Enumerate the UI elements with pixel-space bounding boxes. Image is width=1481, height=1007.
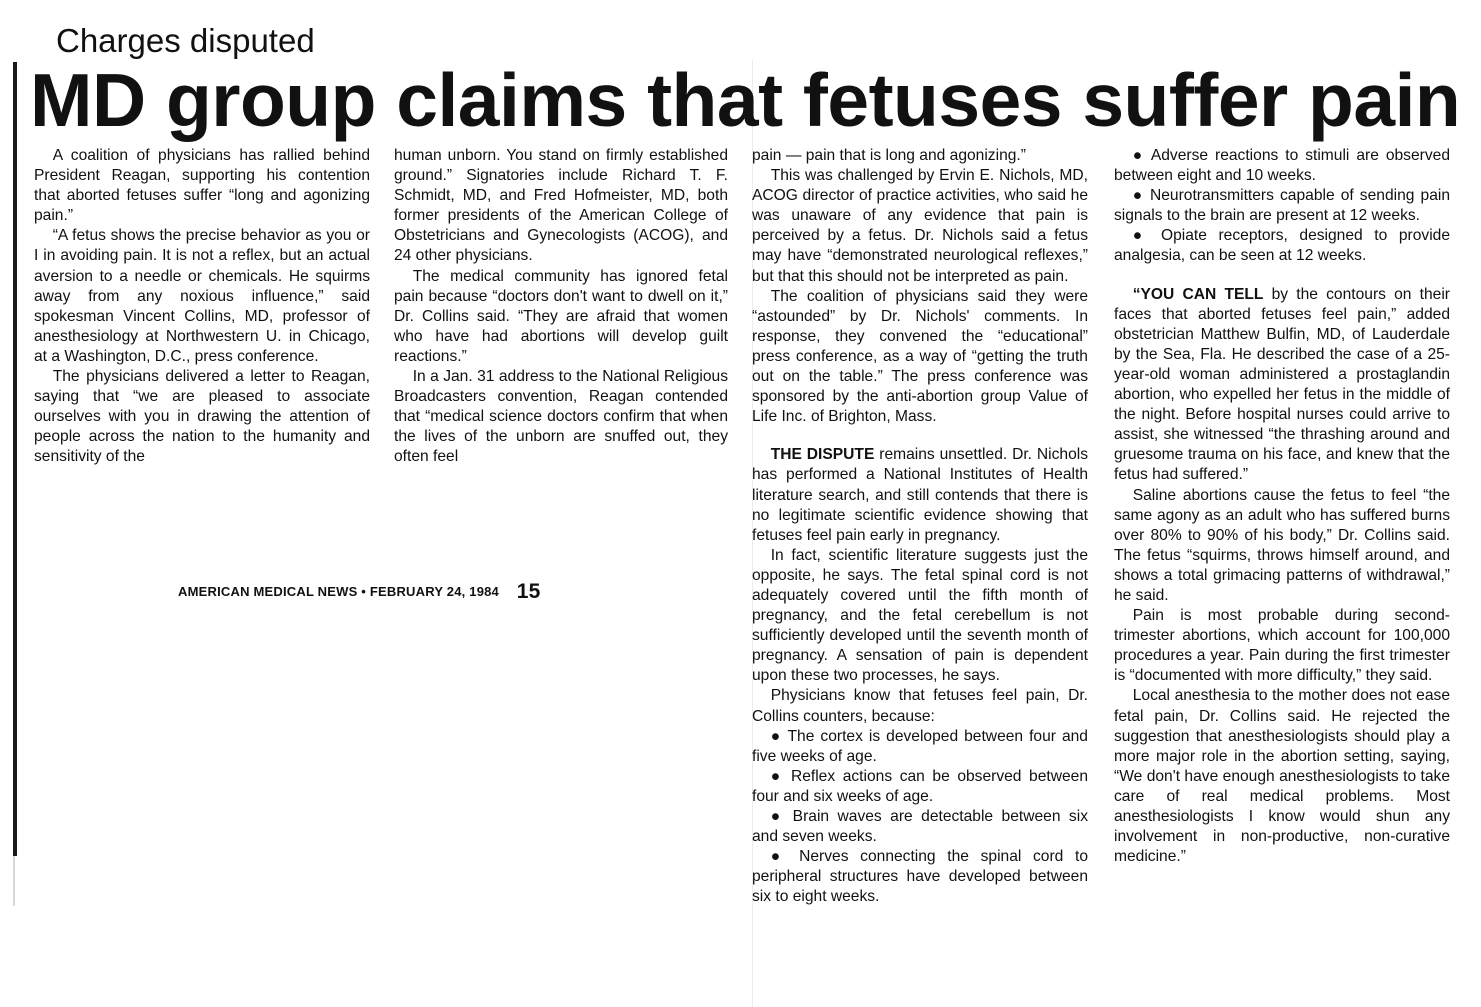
bullet-item	[752, 807, 1088, 847]
bullet-text: Neurotransmitters capable of sending pain signals to the brain are present at 12 weeks.	[1114, 187, 1450, 225]
bullet-icon: ●	[770, 767, 784, 785]
body-paragraph: pain — pain that is long and agonizing.”	[752, 147, 1026, 164]
bullet-icon: ●	[1132, 187, 1144, 205]
section-lead-in: THE DISPUTE	[770, 446, 875, 464]
article-column-4	[1114, 146, 1450, 867]
article-column-1	[34, 146, 370, 468]
bullet-text: The cortex is developed between four and five weeks of age.	[752, 727, 1088, 765]
bullet-icon: ●	[1132, 147, 1145, 164]
section-lead-text: remains unsettled. Dr. Nichols has performed a National Institutes of Health literature search, and still contends that there is no legitimate scientific evidence showing that fetuses feel pain early in pregnancy.	[752, 446, 1089, 544]
section-paragraph	[752, 445, 1088, 545]
page-number: 15	[516, 580, 541, 603]
bullet-text: Nerves connecting the spinal cord to peripheral structures have developed between six to eight weeks.	[752, 848, 1088, 906]
section-lead-text: by the contours on their faces that aborted fetuses feel pain,” added obstetrician Matthew Bulfin, MD, of Lauderdale by the Sea, Fla. He described the case of a 25-year-old woman administered a prostaglandin abortion, who expelled her fetus in the middle of the night. Before hospital nurses could arrive to assist, she witnessed “the thrashing around and gruesome trauma on his face, and knew that the fetus had suffered.”	[1114, 285, 1450, 484]
left-column-rule	[13, 62, 17, 856]
kicker-headline: Charges disputed	[56, 22, 315, 59]
bullet-icon: ●	[770, 727, 782, 745]
body-paragraph: Saline abortions cause the fetus to feel “the same agony as an adult who has suffered burns over 80% to 90% of his body,” Dr. Collins said. The fetus “squirms, throws himself around, and shows a total grimacing patterns of withdrawal,” he said.	[1114, 486, 1450, 604]
body-paragraph: human unborn. You stand on firmly established ground.” Signatories include Richard T. F. Schmidt, MD, and Fred Hofmeister, MD, both former presidents of the American College of Obstetricians and Gynecologists (ACOG), and 24 other physicians.	[394, 147, 728, 265]
bullet-text: Adverse reactions to stimuli are observed between eight and 10 weeks.	[1114, 147, 1450, 185]
footer-separator: •	[361, 584, 367, 599]
section-paragraph	[1114, 285, 1450, 486]
publication-name: AMERICAN MEDICAL NEWS	[178, 584, 358, 599]
body-paragraph: The medical community has ignored fetal pain because “doctors don't want to dwell on it,” Dr. Collins said. “They are afraid that women who have had abortions will develop guilt reactions.”	[394, 267, 728, 365]
article-column-3	[752, 146, 1088, 907]
body-paragraph: In fact, scientific literature suggests just the opposite, he says. The fetal spinal cord is not adequately covered until the fifth month of pregnancy, and the fetal cerebellum is not sufficiently developed until the seventh month of pregnancy. A sensation of pain is dependent upon these two processes, he says.	[752, 546, 1088, 685]
bullet-icon: ●	[770, 848, 788, 866]
bullet-text: Reflex actions can be observed between four and six weeks of age.	[752, 767, 1088, 805]
bullet-item	[1114, 226, 1450, 266]
body-paragraph: The physicians delivered a letter to Reagan, saying that “we are pleased to associate ourselves with you in drawing the attention of people across the nation to the humanity and sensitivity of the	[34, 368, 370, 466]
section-lead-in: “YOU CAN TELL	[1132, 285, 1264, 303]
bullet-icon: ●	[1132, 227, 1150, 245]
page-footer	[178, 580, 541, 604]
bullet-icon: ●	[770, 808, 785, 825]
main-headline: MD group claims that fetuses suffer pain	[30, 58, 1461, 142]
body-paragraph: A coalition of physicians has rallied behind President Reagan, supporting his contention that aborted fetuses suffer “long and agonizing pain.”	[34, 147, 370, 225]
body-paragraph: The coalition of physicians said they were “astounded” by Dr. Nichols' comments. In response, they convened the “educational” press conference, as a way of “getting the truth out on the table.” The press conference was sponsored by the anti-abortion group Value of Life Inc. of Brighton, Mass.	[752, 287, 1088, 426]
body-paragraph: In a Jan. 31 address to the National Religious Broadcasters convention, Reagan contended that “medical science doctors confirm that when the lives of the unborn are snuffed out, they often feel	[394, 368, 728, 466]
body-paragraph: This was challenged by Ervin E. Nichols, MD, ACOG director of practice activities, who said he was unaware of any evidence that pain is perceived by a fetus. Dr. Nichols said a fetus may have “demonstrated neurological reflexes,” but that this should not be interpreted as pain.	[752, 167, 1088, 285]
body-paragraph: “A fetus shows the precise behavior as you or I in avoiding pain. It is not a reflex, but an actual aversion to a needle or chemicals. He squirms away from any noxious influence,” said spokesman Vincent Collins, MD, professor of anesthesiology at Northwestern U. in Chicago, at a Washington, D.C., press conference.	[34, 227, 370, 365]
bullet-item	[1114, 186, 1450, 226]
left-column-rule-faint	[13, 856, 15, 906]
bullet-item	[1114, 146, 1450, 186]
bullet-text: Opiate receptors, designed to provide analgesia, can be seen at 12 weeks.	[1114, 227, 1451, 265]
publication-date: FEBRUARY 24, 1984	[369, 584, 499, 599]
bullet-item	[752, 847, 1088, 907]
bullet-item	[752, 767, 1088, 807]
article-column-2	[394, 146, 728, 468]
bullet-text: Brain waves are detectable between six and seven weeks.	[752, 808, 1088, 846]
body-paragraph: Local anesthesia to the mother does not ease fetal pain, Dr. Collins said. He rejected the suggestion that anesthesiologists should play a more major role in the abortion setting, saying, “We don't have enough anesthesiologists to take care of real medical problems. Most anesthesiologists I know would shun any involvement in non-productive, non-curative medicine.”	[1114, 687, 1450, 866]
bullet-item	[752, 727, 1088, 767]
body-paragraph: Pain is most probable during second-trimester abortions, which account for 100,000 procedures a year. Pain during the first trimester is “documented with more difficulty,” they said.	[1114, 607, 1450, 685]
body-paragraph: Physicians know that fetuses feel pain, Dr. Collins counters, because:	[752, 687, 1088, 725]
